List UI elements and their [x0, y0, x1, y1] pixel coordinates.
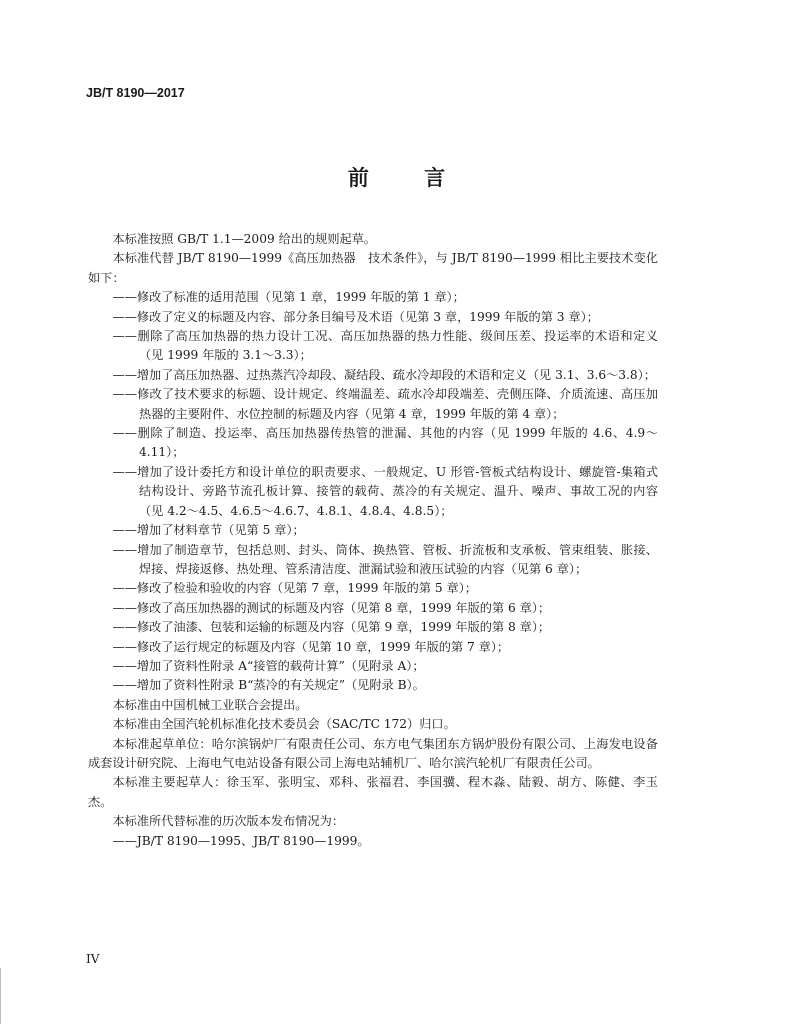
paragraph: 本标准起草单位：哈尔滨锅炉厂有限责任公司、东方电气集团东方锅炉股份有限公司、上海发电设备成套设计研究院、上海电气电站设备有限公司上海电站辅机厂、哈尔滨汽轮机厂有限责任公司。: [88, 736, 658, 770]
paragraph: 本标准所代替标准的历次版本发布情况为：: [112, 814, 345, 829]
change-item: ——修改了油漆、包装和运输的标题及内容（见第 9 章，1999 年版的第 8 章）；: [112, 620, 551, 635]
scan-edge-line: [0, 968, 1, 1024]
paragraph: 本标准代替 JB/T 8190—1999《高压加热器 技术条件》，与 JB/T 8190—1999 相比主要技术变化如下：: [88, 251, 658, 285]
change-item: ——修改了技术要求的标题、设计规定、终端温差、疏水冷却段端差、壳侧压降、介质流速、高压加热器的主要附件、水位控制的标题及内容（见第 4 章，1999 年版的第 4 章）；: [112, 387, 658, 421]
page-number: IV: [86, 952, 100, 966]
change-item: ——修改了运行规定的标题及内容（见第 10 章，1999 年版的第 7 章）；: [112, 639, 510, 654]
change-item: ——删除了制造、投运率、高压加热器传热管的泄漏、其他的内容（见 1999 年版的 4.6、4.9～4.11）；: [112, 426, 658, 460]
foreword-body: [88, 230, 658, 851]
change-item: ——增加了材料章节（见第 5 章）；: [112, 523, 305, 538]
standard-code: JB/T 8190—2017: [86, 86, 185, 100]
paragraph: 本标准由全国汽轮机标准化技术委员会（SAC/TC 172）归口。: [112, 717, 456, 732]
change-item: ——修改了高压加热器的测试的标题及内容（见第 8 章，1999 年版的第 6 章）；: [112, 600, 551, 615]
page-title: 前 言: [347, 166, 470, 190]
change-item: ——删除了高压加热器的热力设计工况、高压加热器的热力性能、级间压差、投运率的术语和定义（见 1999 年版的 3.1～3.3）；: [112, 329, 658, 363]
paragraph: 本标准按照 GB/T 1.1—2009 给出的规则起草。: [112, 232, 377, 246]
paragraph: 本标准主要起草人：徐玉军、张明宝、邓科、张福君、李国骥、程木淼、陆毅、胡方、陈健、李玉杰。: [88, 775, 658, 809]
change-item: ——增加了资料性附录 B“蒸冷的有关规定”（见附录 B）。: [112, 678, 425, 693]
change-item: ——增加了高压加热器、过热蒸汽冷却段、凝结段、疏水冷却段的术语和定义（见 3.1、3.6～3.8）；: [112, 367, 656, 382]
change-item: ——修改了检验和验收的内容（见第 7 章，1999 年版的第 5 章）；: [112, 581, 477, 596]
change-item: ——增加了制造章节，包括总则、封头、筒体、换热管、管板、折流板和支承板、管束组装、胀接、焊接、焊接返修、热处理、管系清洁度、泄漏试验和液压试验的内容（见第 6 章）；: [112, 542, 658, 576]
change-item: ——修改了定义的标题及内容、部分条目编号及术语（见第 3 章，1999 年版的第 3 章）；: [112, 309, 599, 324]
change-item: ——修改了标准的适用范围（见第 1 章，1999 年版的第 1 章）；: [112, 290, 465, 305]
paragraph: 本标准由中国机械工业联合会提出。: [112, 697, 308, 712]
change-item: ——增加了设计委托方和设计单位的职责要求、一般规定、U 形管-管板式结构设计、螺旋管-集箱式结构设计、旁路节流孔板计算、接管的载荷、蒸冷的有关规定、温升、噪声、事故工况的内容（见 4.2～4.5、4.6.5～4.6.7、4.8.1、4.8.4、4.8.5）；: [112, 464, 658, 518]
change-item: ——增加了资料性附录 A“接管的载荷计算”（见附录 A）；: [112, 658, 425, 673]
history-item: ——JB/T 8190—1995、JB/T 8190—1999。: [112, 833, 370, 848]
